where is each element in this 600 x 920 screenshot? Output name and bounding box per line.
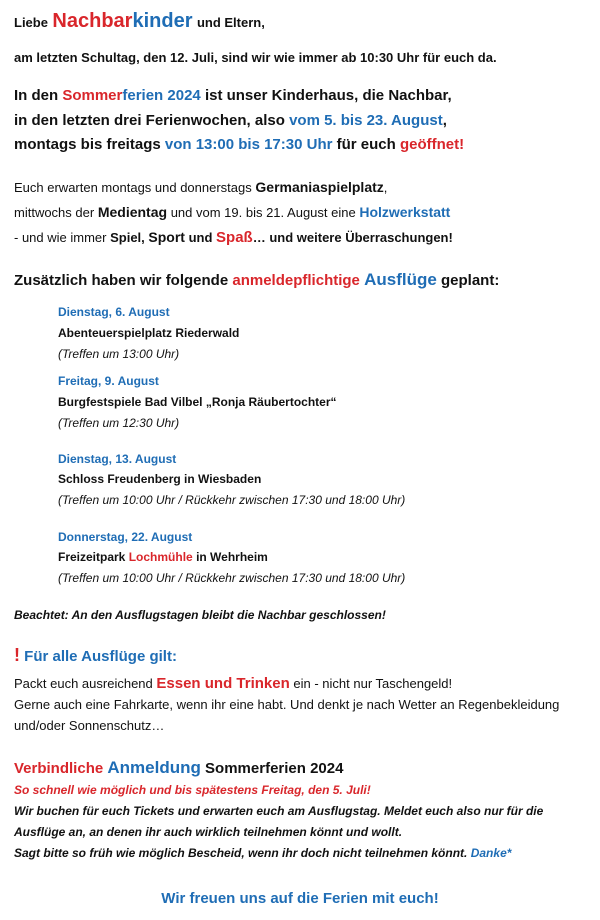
activities-line-1: Euch erwarten montags und donnerstags Germaniaspielplatz, [14,179,388,195]
summer-line-2: in den letzten drei Ferienwochen, also vom 5. bis 23. August, [14,112,447,129]
summer-word: Sommer [62,87,123,104]
trips-heading: Zusätzlich haben wir folgende anmeldepflichtige Ausflüge geplant: [14,270,500,289]
summer-line-3: montags bis freitags von 13:00 bis 17:30 Uhr für euch geöffnet! [14,136,465,153]
ausfluege-word: Ausflüge [364,270,437,289]
greeting-liebe: Liebe [14,15,48,30]
registration-required: anmeldepflichtige [232,272,360,289]
trip-1-meet: (Treffen um 13:00 Uhr) [58,347,180,361]
trip-3-date: Dienstag, 13. August [58,452,177,466]
summer-dates: vom 5. bis 23. August [289,112,443,129]
trip-3-meet: (Treffen um 10:00 Uhr / Rückkehr zwischen 17:30 und 18:00 Uhr) [58,493,406,507]
all-trips-line-1: Packt euch ausreichend Essen und Trinken ein - nicht nur Taschengeld! [14,675,453,692]
activities-line-3: - und wie immer Spiel, Sport und Spaß… und weitere Überraschungen! [14,229,453,246]
medientag: Medientag [97,204,168,220]
anmeldung-word: Anmeldung [107,758,201,777]
registration-line-2: Ausflüge an, an denen ihr auch wirklich teilnehmen könnt und wollt. [14,825,403,839]
school-day-line: am letzten Schultag, den 12. Juli, sind wir wie immer ab 10:30 Uhr für euch da. [14,50,497,65]
trip-2-date: Freitag, 9. August [58,374,159,388]
ferien-2024: ferien 2024 [122,87,201,104]
registration-heading: Verbindliche Anmeldung Sommerferien 2024 [14,758,344,777]
all-trips-heading: ! Für alle Ausflüge gilt: [14,645,177,665]
exclamation-icon: ! [14,645,20,665]
open-word: geöffnet! [399,136,465,153]
trip-4-date: Donnerstag, 22. August [58,530,193,544]
registration-line-1: Wir buchen für euch Tickets und erwarten euch am Ausflugstag. Meldet euch also nur für die [14,804,544,818]
food-drink: Essen und Trinken [156,675,290,692]
greeting-line [14,10,265,33]
trip-2-meet: (Treffen um 12:30 Uhr) [58,416,180,430]
lochmuehle: Lochmühle [128,550,193,564]
trip-4-meet: (Treffen um 10:00 Uhr / Rückkehr zwischen 17:30 und 18:00 Uhr) [58,571,406,585]
opening-hours: von 13:00 bis 17:30 Uhr [164,136,333,153]
danke-word: Danke* [470,846,512,860]
holzwerkstatt: Holzwerkstatt [359,204,451,220]
registration-deadline: So schnell wie möglich und bis spätestens Freitag, den 5. Juli! [14,783,371,797]
germaniaspielplatz: Germaniaspielplatz [255,179,384,195]
greeting-nachbar: Nachbar [52,10,133,32]
trip-1-name: Abenteuerspielplatz Riederwald [58,326,240,340]
trip-2-name: Burgfestspiele Bad Vilbel „Ronja Räubertochter“ [58,395,337,409]
closing-line: Wir freuen uns auf die Ferien mit euch! [161,890,439,907]
summer-line-1: In den Sommerferien 2024 ist unser Kinderhaus, die Nachbar, [14,87,452,104]
greeting-eltern: und Eltern, [196,15,265,30]
greeting-kinder: kinder [132,10,193,32]
all-trips-line-3: und/oder Sonnenschutz… [14,718,165,733]
registration-line-3: Sagt bitte so früh wie möglich Bescheid, wenn ihr doch nicht teilnehmen könnt. Danke* [14,846,512,860]
all-trips-line-2: Gerne auch eine Fahrkarte, wenn ihr eine habt. Und denkt je nach Wetter an Regenbekleidung [14,697,560,712]
trip-4-name: Freizeitpark Lochmühle in Wehrheim [58,550,268,564]
trip-1-date: Dienstag, 6. August [58,305,170,319]
spass-word: Spaß [216,229,253,246]
activities-line-2: mittwochs der Medientag und vom 19. bis 21. August eine Holzwerkstatt [14,204,451,220]
closed-note: Beachtet: An den Ausflugstagen bleibt die Nachbar geschlossen! [14,608,386,622]
trip-3-name: Schloss Freudenberg in Wiesbaden [58,472,262,486]
